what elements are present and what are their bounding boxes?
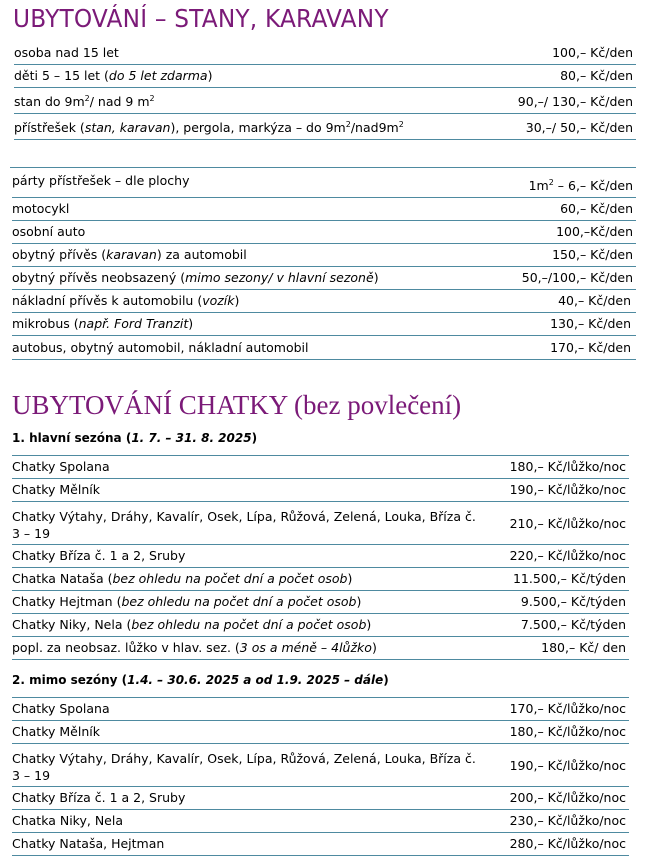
table-row bbox=[12, 502, 629, 545]
row-label: Chatky Výtahy, Dráhy, Kavalír, Osek, Lípa, Růžová, Zelená, Louka, Bříza č. 3 – 19 bbox=[12, 751, 476, 783]
row-price: 190,– Kč/lůžko/noc bbox=[509, 482, 626, 497]
row-label: popl. za neobsaz. lůžko v hlav. sez. (3 os a méně – 4lůžko) bbox=[12, 640, 377, 655]
season-heading-main: 1. hlavní sezóna (1. 7. – 31. 8. 2025) bbox=[12, 431, 258, 445]
table-row bbox=[12, 198, 636, 221]
row-price: $1m^2 - 6,-$ Kč/den bbox=[528, 178, 633, 193]
table-row bbox=[14, 88, 636, 114]
row-label: Chatky Bříza č. 1 a 2, Sruby bbox=[12, 790, 186, 805]
row-price: 30,–/ 50,– Kč/den bbox=[525, 120, 633, 135]
row-price: 210,– Kč/lůžko/noc bbox=[509, 516, 626, 531]
section-title-tents: UBYTOVÁNÍ – STANY, KARAVANY bbox=[13, 4, 389, 33]
row-price: 11.500,– Kč/týden bbox=[512, 571, 626, 586]
row-price: 7.500,– Kč/týden bbox=[520, 617, 626, 632]
row-label: Chatky Nataša, Hejtman bbox=[12, 836, 165, 851]
table-row bbox=[12, 614, 629, 637]
row-price: 180,– Kč/lůžko/noc bbox=[509, 459, 626, 474]
row-label: Chatky Bříza č. 1 a 2, Sruby bbox=[12, 548, 186, 563]
row-price: 170,– Kč/lůžko/noc bbox=[509, 701, 626, 716]
row-price: 200,– Kč/lůžko/noc bbox=[509, 790, 626, 805]
table-row bbox=[12, 721, 629, 744]
table-row bbox=[12, 244, 636, 267]
row-price: 170,– Kč/den bbox=[550, 340, 631, 355]
row-price: 90,–/ 130,– Kč/den bbox=[517, 94, 633, 109]
row-label: párty přístřešek – dle plochy bbox=[12, 173, 190, 188]
table-row bbox=[12, 455, 629, 479]
section-title-cabins: UBYTOVÁNÍ CHATKY (bez povlečení) bbox=[12, 390, 462, 420]
row-label: osoba nad 15 let bbox=[14, 45, 119, 60]
divider bbox=[10, 167, 636, 168]
table-row bbox=[12, 290, 636, 313]
row-price: 40,– Kč/den bbox=[558, 293, 631, 308]
row-label: mikrobus (např. Ford Tranzit) bbox=[12, 316, 194, 331]
table-row bbox=[12, 697, 629, 721]
table-row bbox=[14, 41, 636, 65]
row-label: Chatky Spolana bbox=[12, 701, 110, 716]
table-row bbox=[14, 65, 636, 88]
season-heading-off: 2. mimo sezóny (1.4. – 30.6. 2025 a od 1.9. 2025 – dále) bbox=[12, 673, 389, 687]
row-price: 280,– Kč/lůžko/noc bbox=[509, 836, 626, 851]
row-price: 9.500,– Kč/týden bbox=[520, 594, 626, 609]
price-table-cabins-off bbox=[12, 697, 629, 856]
row-label: obytný přívěs neobsazený (mimo sezony/ v hlavní sezoně) bbox=[12, 270, 379, 285]
table-row bbox=[12, 336, 636, 360]
row-label: děti 5 – 15 let (do 5 let zdarma) bbox=[14, 68, 213, 83]
row-label: Chatky Spolana bbox=[12, 459, 110, 474]
row-price: 130,– Kč/den bbox=[550, 316, 631, 331]
table-row bbox=[12, 744, 629, 787]
table-row bbox=[12, 172, 636, 198]
price-table-vehicles bbox=[12, 172, 636, 360]
row-price: 180,– Kč/lůžko/noc bbox=[509, 724, 626, 739]
table-row bbox=[12, 545, 629, 568]
table-row bbox=[12, 637, 629, 660]
row-price: 100,–Kč/den bbox=[556, 224, 633, 239]
row-label: přístřešek (stan, karavan), pergola, markýza – do $9m^2/nad9m^2$ bbox=[14, 120, 404, 135]
table-row bbox=[12, 568, 629, 591]
table-row bbox=[12, 221, 636, 244]
row-label: obytný přívěs (karavan) za automobil bbox=[12, 247, 247, 262]
row-label: Chatky Mělník bbox=[12, 482, 100, 497]
row-label: Chatky Výtahy, Dráhy, Kavalír, Osek, Lípa, Růžová, Zelená, Louka, Bříza č. 3 – 19 bbox=[12, 509, 476, 541]
row-price: 190,– Kč/lůžko/noc bbox=[509, 758, 626, 773]
row-label: Chatky Mělník bbox=[12, 724, 100, 739]
table-row bbox=[12, 591, 629, 614]
row-price: 100,– Kč/den bbox=[552, 45, 633, 60]
row-label: Chatka Nataša (bez ohledu na počet dní a počet osob) bbox=[12, 571, 353, 586]
table-row bbox=[12, 810, 629, 833]
table-row bbox=[12, 787, 629, 810]
row-price: 220,– Kč/lůžko/noc bbox=[509, 548, 626, 563]
row-price: 150,– Kč/den bbox=[552, 247, 633, 262]
price-table-cabins-main bbox=[12, 455, 629, 660]
table-row bbox=[12, 833, 629, 856]
row-label: Chatky Hejtman (bez ohledu na počet dní a počet osob) bbox=[12, 594, 362, 609]
table-row bbox=[12, 313, 636, 336]
row-price: 50,–/100,– Kč/den bbox=[521, 270, 633, 285]
row-label: Chatka Niky, Nela bbox=[12, 813, 123, 828]
row-price: 230,– Kč/lůžko/noc bbox=[509, 813, 626, 828]
row-label: autobus, obytný automobil, nákladní automobil bbox=[12, 340, 309, 355]
row-price: 60,– Kč/den bbox=[560, 201, 633, 216]
table-row bbox=[12, 479, 629, 502]
row-price: 80,– Kč/den bbox=[560, 68, 633, 83]
price-table-tents bbox=[14, 41, 636, 140]
row-label: Chatky Niky, Nela (bez ohledu na počet dní a počet osob) bbox=[12, 617, 372, 632]
row-label: nákladní přívěs k automobilu (vozík) bbox=[12, 293, 240, 308]
row-label: osobní auto bbox=[12, 224, 86, 239]
row-label: motocykl bbox=[12, 201, 70, 216]
table-row bbox=[12, 267, 636, 290]
row-price: 180,– Kč/ den bbox=[541, 640, 626, 655]
row-label: stan do $9m^2/$ nad 9 $m^2$ bbox=[14, 94, 155, 109]
table-row bbox=[14, 114, 636, 140]
